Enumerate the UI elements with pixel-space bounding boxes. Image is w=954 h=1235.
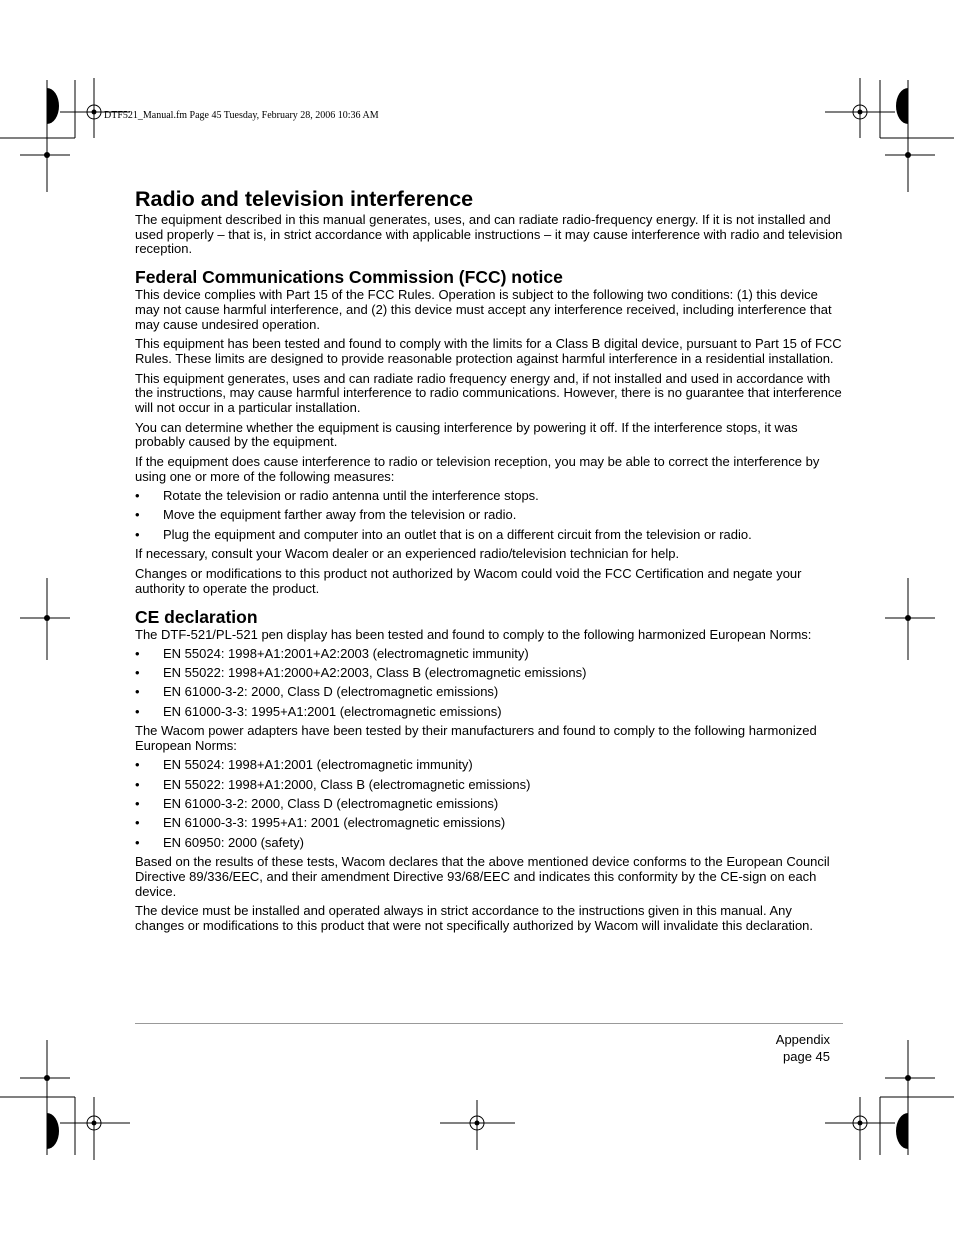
- list-item: • EN 61000-3-2: 2000, Class D (electromagnetic emissions): [135, 796, 499, 812]
- list-item: • EN 61000-3-3: 1995+A1:2001 (electromagnetic emissions): [135, 703, 502, 719]
- fcc-paragraph: Changes or modifications to this product not authorized by Wacom could void the FCC Certification and negate your authority to operate the product.: [135, 566, 802, 596]
- ce-norms-list: [135, 647, 843, 720]
- bullet-icon: •: [135, 796, 140, 812]
- list-item: • EN 60950: 2000 (safety): [135, 834, 304, 850]
- fcc-paragraph: This equipment generates, uses and can radiate radio frequency energy and, if not installed and used in accordance with the instructions, may cause harmful interference to radio communications. However, there is no guarantee that interference will not occur in a particular installation.: [135, 370, 842, 416]
- list-item: • EN 55022: 1998+A1:2000, Class B (electromagnetic emissions): [135, 776, 531, 792]
- list-item: • Move the equipment farther away from the television or radio.: [135, 507, 517, 523]
- bullet-icon: •: [135, 507, 140, 523]
- fcc-paragraph: You can determine whether the equipment is causing interference by powering it off. If the interference stops, it was probably caused by the equipment.: [135, 419, 798, 450]
- footer-section-label: Appendix: [775, 1032, 830, 1047]
- page-number: page 45: [783, 1049, 830, 1064]
- ce-intro: The DTF-521/PL-521 pen display has been tested and found to comply to the following harmonized European Norms:: [135, 626, 812, 642]
- bullet-icon: •: [135, 684, 140, 700]
- bullet-icon: •: [135, 757, 140, 773]
- list-item: • EN 61000-3-3: 1995+A1: 2001 (electromagnetic emissions): [135, 815, 506, 831]
- bullet-icon: •: [135, 526, 140, 542]
- fcc-paragraph: If necessary, consult your Wacom dealer or an experienced radio/television technician for help.: [135, 546, 680, 562]
- ce-adapters-paragraph: The Wacom power adapters have been tested by their manufacturers and found to comply to the following harmonized European Norms:: [135, 723, 817, 754]
- footer-divider: [135, 1023, 843, 1024]
- section-title-fcc: Federal Communications Commission (FCC) notice: [135, 267, 563, 288]
- list-item: • Rotate the television or radio antenna until the interference stops.: [135, 488, 539, 504]
- fcc-measures-list: [135, 489, 843, 542]
- bullet-icon: •: [135, 665, 140, 681]
- bullet-icon: •: [135, 645, 140, 661]
- page-content: [135, 186, 843, 934]
- ce-closing-paragraph: The device must be installed and operated always in strict accordance to the instructions given in this manual. Any changes or modifications to this product that were not specifically authorized by Wacom will invalidate this declaration.: [135, 903, 814, 934]
- bullet-icon: •: [135, 834, 140, 850]
- list-item: • EN 61000-3-2: 2000, Class D (electromagnetic emissions): [135, 684, 499, 700]
- list-item: • EN 55024: 1998+A1:2001+A2:2003 (electromagnetic immunity): [135, 645, 529, 661]
- fcc-paragraph: This equipment has been tested and found to comply with the limits for a Class B digital device, pursuant to Part 15 of FCC Rules. These limits are designed to provide reasonable protection against harmful interference in a residential installation.: [135, 336, 842, 366]
- bullet-icon: •: [135, 776, 140, 792]
- bullet-icon: •: [135, 488, 140, 504]
- bullet-icon: •: [135, 703, 140, 719]
- adapter-norms-list: [135, 758, 843, 850]
- list-item: • EN 55024: 1998+A1:2001 (electromagnetic immunity): [135, 757, 473, 773]
- section-title-ce: CE declaration: [135, 606, 258, 627]
- list-item: • Plug the equipment and computer into an outlet that is on a different circuit from the television or radio.: [135, 526, 752, 542]
- radio-tv-intro: The equipment described in this manual generates, uses, and can radiate radio-frequency energy. If it is not installed and used properly – that is, in strict accordance with applicable instructions – it may cause interference with radio and television reception.: [135, 212, 843, 257]
- page-footer: [700, 1031, 830, 1065]
- ce-closing-paragraph: Based on the results of these tests, Wacom declares that the above mentioned device conforms to the European Council Directive 89/336/EEC, and their amendment Directive 93/68/EEC and indicates this conformity by the CE-sign on each device.: [135, 854, 830, 899]
- fcc-paragraph: This device complies with Part 15 of the FCC Rules. Operation is subject to the following two conditions: (1) this device may not cause harmful interference, and (2) this device must accept any interference received, including interference that may cause undesired operation.: [135, 287, 832, 332]
- list-item: • EN 55022: 1998+A1:2000+A2:2003, Class B (electromagnetic emissions): [135, 665, 587, 681]
- file-info-header: DTF521_Manual.fm Page 45 Tuesday, February 28, 2006 10:36 AM: [104, 110, 379, 121]
- fcc-paragraph: If the equipment does cause interference to radio or television reception, you may be able to correct the interference by using one or more of the following measures:: [135, 454, 820, 484]
- bullet-icon: •: [135, 815, 140, 831]
- section-title-radio-tv: Radio and television interference: [135, 187, 474, 211]
